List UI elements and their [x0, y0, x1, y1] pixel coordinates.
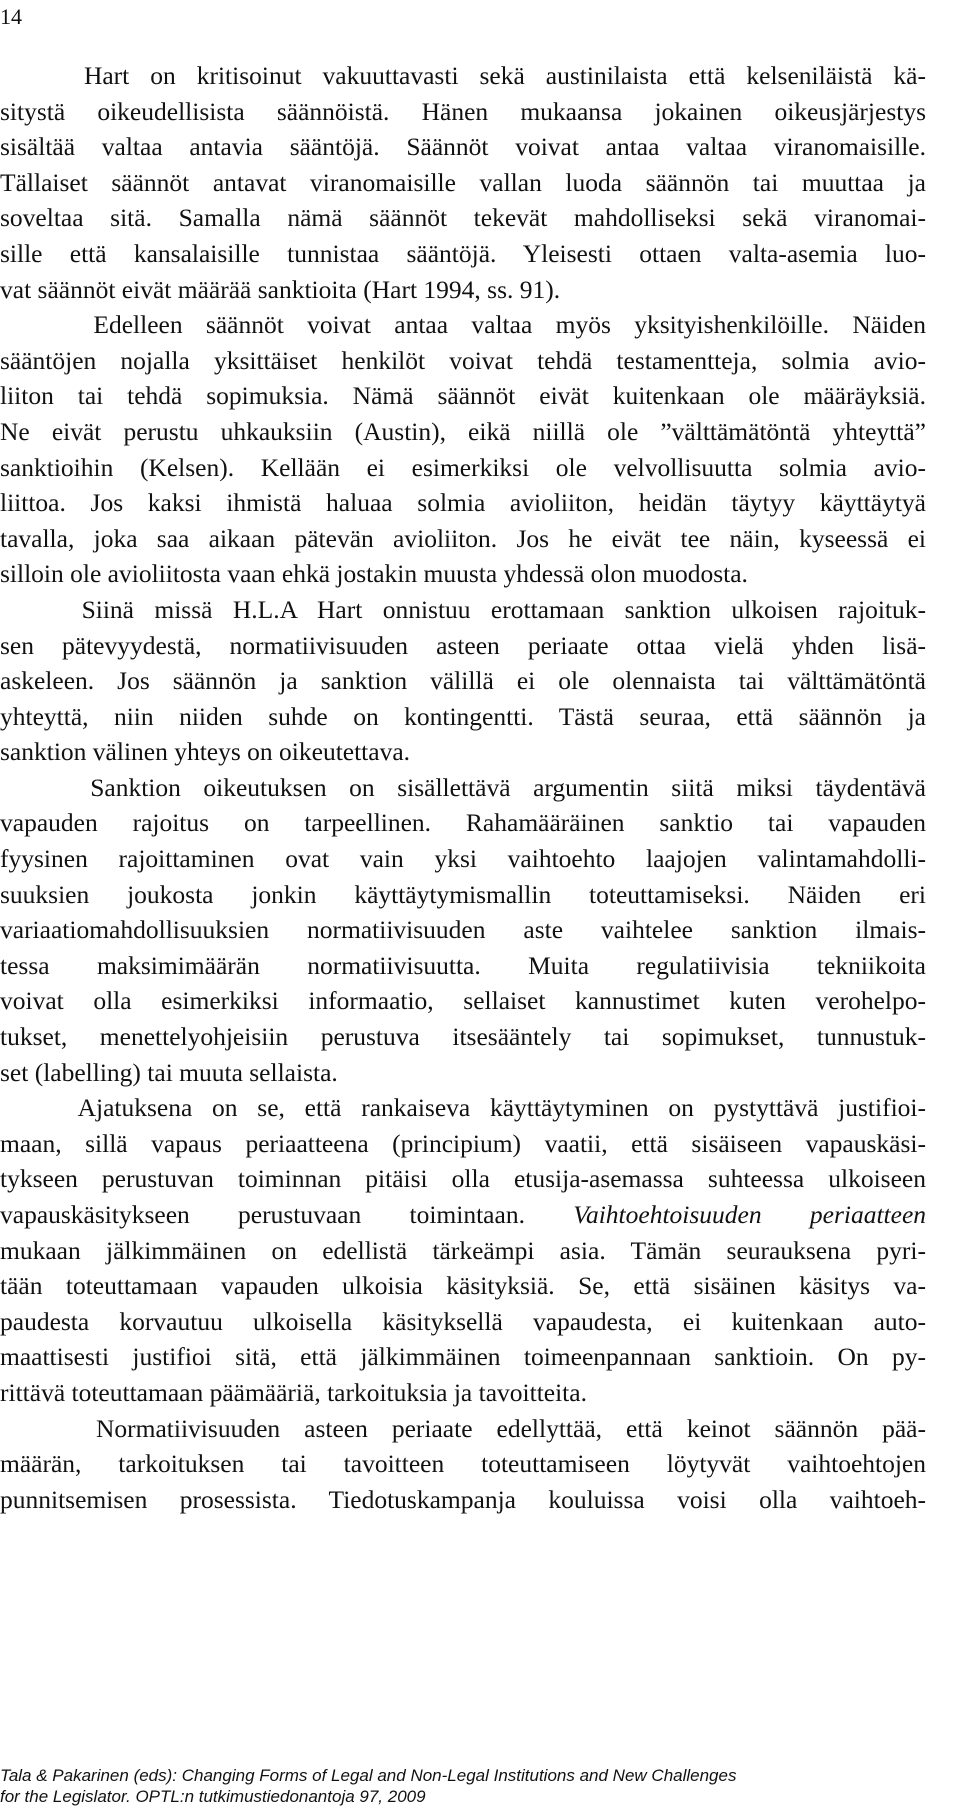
- text-line: [0, 663, 926, 699]
- text-line: [0, 556, 926, 592]
- text-line: [0, 1375, 926, 1411]
- text-line-content: sitystä oikeudellisista säännöistä. Hänen mukaansa jokainen oikeusjärjestys: [0, 96, 926, 126]
- text-line: [0, 343, 926, 379]
- text-line: [0, 1019, 926, 1055]
- text-line: [0, 236, 926, 272]
- text-line-content: Ajatuksena on se, että rankaiseva käyttäytyminen on pystyttävä justifioi-: [0, 1093, 926, 1123]
- text-line: [0, 414, 926, 450]
- text-line: [0, 1161, 926, 1197]
- text-line-content: sanktioihin (Kelsen). Kellään ei esimerkiksi ole velvollisuutta solmia avio-: [0, 452, 926, 482]
- text-line-content: Sanktion oikeutuksen on sisällettävä argumentin siitä miksi täydentävä: [0, 772, 926, 802]
- text-line: [0, 1446, 926, 1482]
- text-line: [0, 1126, 926, 1162]
- page-number: 14: [0, 4, 22, 29]
- text-line: [0, 521, 926, 557]
- text-line-content: Hart on kritisoinut vakuuttavasti sekä austinilaista että kelseniläistä kä-: [0, 61, 926, 90]
- text-line: [0, 1268, 926, 1304]
- text-line-content: liittoa. Jos kaksi ihmistä haluaa solmia avioliiton, heidän täytyy käyttäytyä: [0, 488, 926, 518]
- paragraph: [0, 1411, 926, 1518]
- text-line-content: fyysinen rajoittaminen ovat vain yksi vaihtoehto laajojen valintamahdolli-: [0, 844, 926, 874]
- text-line: [0, 129, 926, 165]
- text-line-content: paudesta korvautuu ulkoisella käsityksellä vapaudesta, ei kuitenkaan auto-: [0, 1306, 926, 1336]
- text-line-content: mukaan jälkimmäinen on edellistä tärkeämpi asia. Tämän seurauksena pyri-: [0, 1235, 926, 1265]
- text-line-content: yhteyttä, niin niiden suhde on kontingentti. Tästä seuraa, että säännön ja: [0, 701, 926, 731]
- text-line-content: vapauskäsitykseen perustuvaan toimintaan.: [0, 1200, 525, 1229]
- text-line-content: maattisesti justifioi sitä, että jälkimmäinen toimeenpannaan sanktioin. On py-: [0, 1342, 926, 1372]
- italic-term: Vaihtoehtoisuuden periaatteen: [524, 1200, 927, 1229]
- text-line-content: Edelleen säännöt voivat antaa valtaa myös yksityishenkilöille. Näiden: [0, 310, 926, 340]
- text-line-content: variaatiomahdollisuuksien normatiivisuuden aste vaihtelee sanktion ilmais-: [0, 915, 926, 945]
- text-line: [0, 450, 926, 486]
- text-line-content: liiton tai tehdä sopimuksia. Nämä säännöt eivät kuitenkaan ole määräyksiä.: [0, 381, 926, 411]
- text-line: [0, 1197, 926, 1233]
- text-line: [0, 378, 926, 414]
- text-line-content: Ne eivät perustu uhkauksiin (Austin), eikä niillä ole ”välttämätöntä yhteyttä”: [0, 416, 926, 446]
- text-line-content: tessa maksimimäärän normatiivisuutta. Muita regulatiivisia tekniikoita: [0, 950, 926, 980]
- text-line-content: sanktion välinen yhteys on oikeutettava.: [0, 737, 411, 767]
- text-line-content: vat säännöt eivät määrää sanktioita (Hart 1994, ss. 91).: [0, 274, 561, 304]
- paragraph: [0, 1090, 926, 1410]
- text-line-content: määrän, tarkoituksen tai tavoitteen toteuttamiseen löytyvät vaihtoehtojen: [0, 1449, 926, 1479]
- footer-line-1: Tala & Pakarinen (eds): Changing Forms of Legal and Non-Legal Institutions and New Challenges: [0, 1766, 737, 1785]
- text-line: [0, 592, 926, 628]
- text-line-content: sisältää valtaa antavia sääntöjä. Säännöt voivat antaa valtaa viranomaisille.: [0, 132, 926, 162]
- text-line: [0, 841, 926, 877]
- text-line: [0, 805, 926, 841]
- text-line-content: rittävä toteuttamaan päämääriä, tarkoituksia ja tavoitteita.: [0, 1377, 587, 1407]
- text-line: [0, 770, 926, 806]
- text-line-content: suuksien joukosta jonkin käyttäytymismallin toteuttamiseksi. Näiden eri: [0, 879, 926, 909]
- text-line: [0, 1233, 926, 1269]
- text-line-content: sille että kansalaisille tunnistaa sääntöjä. Yleisesti ottaen valta-asemia luo-: [0, 238, 926, 268]
- paragraph: [0, 592, 926, 770]
- text-line: [0, 307, 926, 343]
- text-line-content: vapauden rajoitus on tarpeellinen. Rahamääräinen sanktio tai vapauden: [0, 808, 926, 838]
- text-line-content: voivat olla esimerkiksi informaatio, sellaiset kannustimet kuten verohelpo-: [0, 986, 926, 1016]
- text-line-content: askeleen. Jos säännön ja sanktion välillä ei ole olennaista tai välttämätöntä: [0, 666, 926, 696]
- text-line: [0, 58, 926, 94]
- text-line: [0, 1090, 926, 1126]
- text-line: [0, 1339, 926, 1375]
- text-line: [0, 200, 926, 236]
- body-text: [0, 58, 926, 1517]
- text-line: [0, 485, 926, 521]
- text-line: [0, 272, 926, 308]
- text-line-content: Normatiivisuuden asteen periaate edellyttää, että keinot säännön pää-: [0, 1413, 926, 1443]
- text-line-content: tykseen perustuvan toiminnan pitäisi olla etusija-asemassa suhteessa ulkoiseen: [0, 1164, 926, 1194]
- paragraph: [0, 58, 926, 307]
- text-line-content: silloin ole avioliitosta vaan ehkä jostakin muusta yhdessä olon muodosta.: [0, 559, 748, 589]
- text-line: [0, 699, 926, 735]
- text-line: [0, 1482, 926, 1518]
- text-line-content: tavalla, joka saa aikaan pätevän avioliiton. Jos he eivät tee näin, kyseessä ei: [0, 523, 926, 553]
- text-line-content: set (labelling) tai muuta sellaista.: [0, 1057, 338, 1087]
- text-line-content: maan, sillä vapaus periaatteena (principium) vaatii, että sisäiseen vapauskäsi-: [0, 1128, 926, 1158]
- text-line: [0, 628, 926, 664]
- text-line: [0, 877, 926, 913]
- text-line-content: Tällaiset säännöt antavat viranomaisille vallan luoda säännön tai muuttaa ja: [0, 167, 926, 197]
- footer-line-2: for the Legislator. OPTL:n tutkimustiedonantoja 97, 2009: [0, 1787, 426, 1806]
- text-line: [0, 734, 926, 770]
- text-line-content: sen pätevyydestä, normatiivisuuden asteen periaate ottaa vielä yhden lisä-: [0, 630, 926, 660]
- text-line-content: soveltaa sitä. Samalla nämä säännöt tekevät mahdolliseksi sekä viranomai-: [0, 203, 926, 233]
- text-line-content: punnitsemisen prosessista. Tiedotuskampanja kouluissa voisi olla vaihtoeh-: [0, 1484, 926, 1514]
- text-line: [0, 1411, 926, 1447]
- text-line: [0, 983, 926, 1019]
- paragraph: [0, 307, 926, 592]
- text-line-content: sääntöjen nojalla yksittäiset henkilöt voivat tehdä testamentteja, solmia avio-: [0, 345, 926, 375]
- text-line-content: tukset, menettelyohjeisiin perustuva itsesääntely tai sopimukset, tunnustuk-: [0, 1022, 926, 1052]
- text-line: [0, 948, 926, 984]
- text-line: [0, 1055, 926, 1091]
- text-line-content: Siinä missä H.L.A Hart onnistuu erottamaan sanktion ulkoisen rajoituk-: [0, 594, 926, 624]
- text-line: [0, 912, 926, 948]
- text-line: [0, 1304, 926, 1340]
- text-line: [0, 94, 926, 130]
- text-line-content: tään toteuttamaan vapauden ulkoisia käsityksiä. Se, että sisäinen käsitys va-: [0, 1271, 926, 1301]
- text-line: [0, 165, 926, 201]
- paragraph: [0, 770, 926, 1090]
- footer-citation: [0, 1765, 736, 1807]
